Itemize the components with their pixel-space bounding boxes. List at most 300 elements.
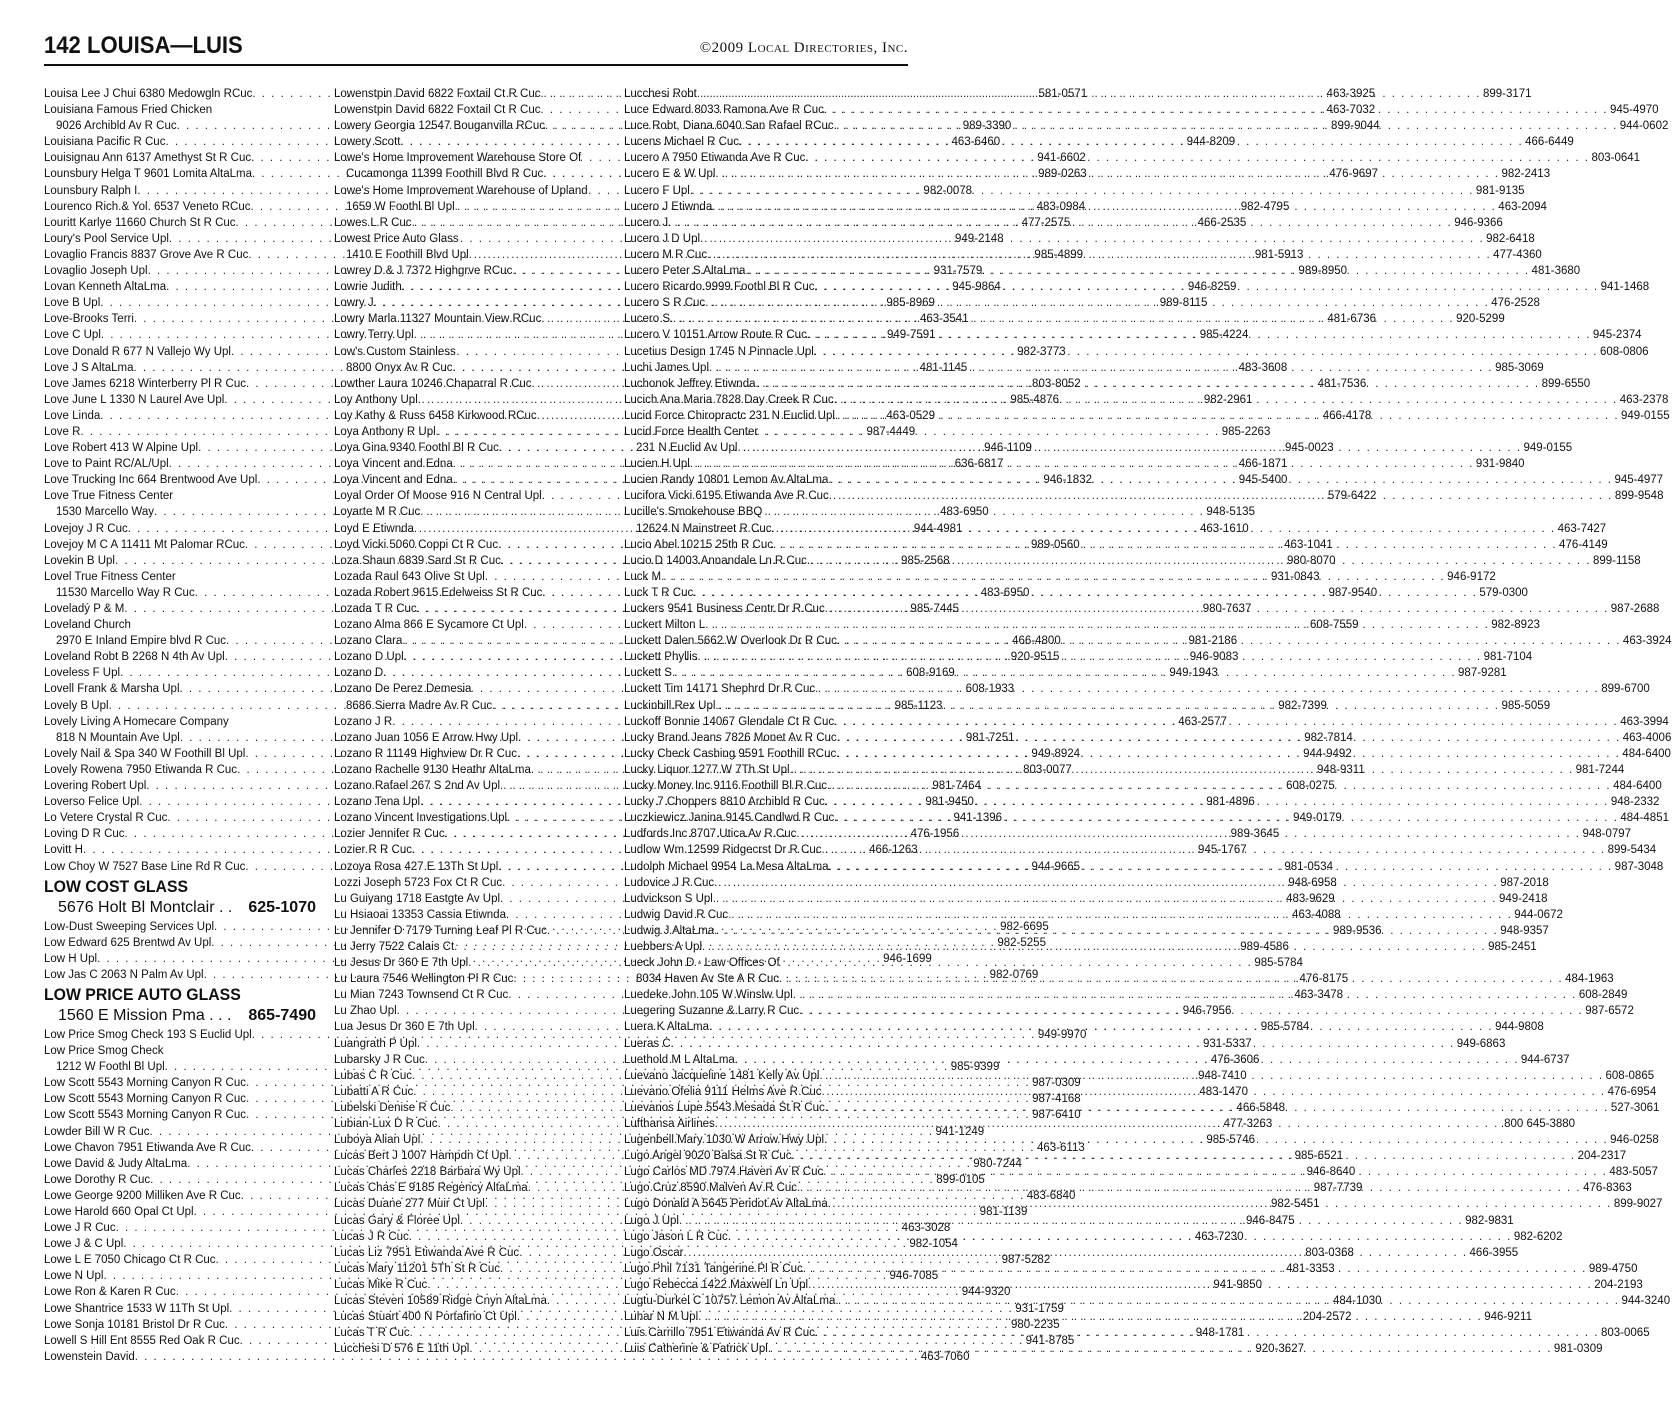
listing-phone: 920-3627	[1255, 1343, 1304, 1356]
listing-name: Loveland Church	[44, 619, 131, 632]
listing-phone: 987-2688	[1610, 603, 1660, 615]
leader-dots	[834, 714, 1618, 730]
listing-phone: 476-4149	[1559, 538, 1608, 551]
listing-name: Lucero J	[624, 216, 669, 229]
listing-phone: 476-6954	[1607, 1085, 1657, 1098]
listing-phone: 989-8950	[1298, 265, 1348, 278]
listing-name: Lovekin B Upl	[44, 554, 115, 567]
listing-phone: 946-0258	[1610, 1134, 1659, 1147]
listing-phone: 484-1963	[1565, 973, 1614, 986]
listing-entry	[44, 617, 316, 633]
listing-phone: 946-8259	[1187, 281, 1237, 294]
listing-name: Lovely Living A Homecare Company	[44, 715, 229, 728]
leader-dots	[668, 215, 1452, 231]
listing-name: Lugo Carlos MD 7974 Haven Av R Cuc	[624, 1166, 824, 1179]
listing-phone: 987-6410	[1032, 1109, 1081, 1122]
listing-name: Low Scott 5543 Morning Canyon R Cuc	[44, 1077, 246, 1090]
listing-name: Lowe's Home Improvement Warehouse of Upland	[334, 184, 588, 197]
listing-phone: 948-7410	[1198, 1069, 1247, 1082]
listing-phone: 466-6449	[1525, 136, 1574, 149]
listing-phone: 483-3608	[1238, 361, 1288, 374]
leader-dots	[824, 102, 1608, 118]
page-title: 142 LOUISA—LUIS	[44, 32, 243, 59]
listing-name: 1659 W Foothl Bl Upl	[346, 200, 455, 213]
listing-phone: 944-9808	[1495, 1021, 1544, 1034]
listing-name: Lugo J Upl	[624, 1214, 679, 1227]
listing-name: 12624 N Mainstreet R Cuc	[636, 522, 772, 535]
leader-dots	[698, 649, 1482, 665]
listing-phone: 899-6550	[1541, 377, 1591, 390]
leader-dots	[834, 392, 1618, 408]
listing-phone: 483-6950	[940, 506, 989, 519]
listing-name: Lucero Ricardo 9999 Foothl Bl R Cuc	[624, 281, 815, 294]
leader-dots	[829, 859, 1613, 875]
listing-phone: 466-1263	[869, 844, 918, 857]
listing-phone: 987-0309	[1032, 1077, 1081, 1090]
listing-name: Lozier Jennifer R Cuc	[334, 828, 445, 841]
listing-name: Lovel True Fitness Center	[44, 570, 176, 583]
listing-phone: 985-5059	[1501, 699, 1551, 712]
listing-name: Lu Laura 7546 Wellington Pl R Cuc	[334, 973, 514, 986]
listing-name: Loverso Felice Upl	[44, 796, 140, 809]
listing-phone: 899-0105	[936, 1173, 985, 1186]
listing-name: Lozano Rachelle 9130 Heathr AltaLma	[334, 763, 531, 776]
listing-phone: 945-5400	[1238, 474, 1288, 487]
listing-name: Lowe J R Cuc	[44, 1222, 116, 1235]
leader-dots	[796, 826, 1580, 842]
listing-entry	[334, 183, 606, 199]
leader-dots	[828, 472, 1612, 488]
listing-phone: 985-4224	[1199, 329, 1249, 342]
listing-phone: 985-7445	[910, 603, 960, 615]
listing-entry	[334, 681, 606, 697]
listing-name: Lozada Raul 643 Olive St Upl	[334, 570, 485, 583]
listing-phone: 941-1468	[1600, 281, 1650, 294]
listing-name: Luebbers A Upl	[624, 940, 703, 953]
listing-name: Lowder Bill W R Cuc	[44, 1125, 150, 1138]
listing-name: Love C Upl	[44, 329, 101, 342]
listing-phone: 987-9540	[1328, 586, 1378, 599]
listing-name: 11530 Marcello Way R Cuc	[56, 586, 195, 599]
listing-phone: 981-7104	[1483, 651, 1533, 664]
listing-phone: 981-7464	[932, 780, 981, 793]
listing-name: Lu Mian 7243 Townsend Ct R Cuc	[334, 989, 509, 1002]
listing-name: Lozzi Joseph 5723 Fox Ct R Cuc	[334, 876, 503, 889]
listing-name: Lucero A 7950 Etiwanda Ave R Cuc	[624, 152, 806, 165]
listing-phone: 949-0179	[1293, 812, 1342, 825]
leader-dots	[793, 987, 1577, 1003]
listing-name: Lowry Terry Upl	[334, 329, 414, 342]
listing-phone: 981-5913	[1254, 248, 1304, 261]
listing-name: Lugo Oscar	[624, 1246, 684, 1259]
leader-dots	[693, 585, 1477, 601]
listing-name: Lozano Rafael 267 S 2nd Av Upl	[334, 780, 501, 793]
leader-dots	[807, 327, 1591, 343]
listing-name: Lu Jesus Dr 360 E 7th Upl	[334, 957, 469, 970]
listing-phone: 948-5135	[1206, 506, 1255, 519]
listing-name: Ludwig David R Cuc	[624, 908, 729, 921]
listing-name: Luegering Suzanne & Larry R Cuc	[624, 1005, 800, 1018]
listing-name: Lucio Abel 10215 25th R Cuc	[624, 538, 773, 551]
listing-phone: 949-9970	[1037, 1028, 1087, 1041]
listing-entry	[624, 424, 898, 440]
listing-name: Lucas Gary & Floree Upl	[334, 1214, 460, 1227]
listing-entry	[334, 344, 606, 360]
listing-phone: 483-5057	[1609, 1166, 1658, 1179]
leader-dots	[829, 488, 1613, 504]
listing-name: Luce Robt, Diana 6040 San Rafael RCuc	[624, 120, 834, 133]
leader-dots	[768, 1341, 1552, 1357]
section-heading: LOW PRICE AUTO GLASS	[44, 984, 241, 1004]
listing-phone: 948-9357	[1500, 924, 1549, 937]
listing-name: Lugo Phil 7131 Tangerine Pl R Cuc	[624, 1262, 803, 1275]
listing-entry	[334, 231, 606, 247]
listing-name: Low H Upl	[44, 952, 98, 965]
leader-dots	[707, 247, 1491, 263]
leader-dots	[828, 1196, 1612, 1212]
listing-name: Luhar N M Upl	[624, 1311, 699, 1324]
listing-phone: 982-6695	[1000, 920, 1049, 933]
listing-name: Love-Brooks Terri	[44, 313, 134, 326]
listing-name: Lucky 7 Choppers 8810 Archibld R Cuc	[624, 796, 825, 809]
leader-dots	[823, 1164, 1607, 1180]
leader-dots	[803, 1261, 1587, 1277]
listing-phone: 981-7244	[1575, 763, 1625, 776]
listing-phone: 981-7251	[965, 731, 1015, 744]
listing-phone: 463-4088	[1292, 908, 1341, 921]
listing-name: Lowery Scott	[334, 136, 401, 149]
listing-phone: 980-7637	[1202, 603, 1252, 615]
listing-name: Lugo Cruz 8590 Malven Av R Cuc	[624, 1182, 798, 1195]
listing-name: Lucero V 10151 Arrow Route R Cuc	[624, 329, 807, 342]
leader-dots	[714, 923, 1498, 939]
listing-phone: 481-7536	[1317, 377, 1367, 390]
listing-phone: 949-2148	[955, 232, 1004, 245]
listing-phone: 920-5299	[1456, 313, 1505, 326]
listing-phone: 989-3390	[962, 120, 1012, 133]
listing-name: Low Edward 625 Brentwd Av Upl	[44, 936, 212, 949]
listing-name: Lucien H Upl	[624, 458, 690, 471]
listing-name: Lucas T R Cuc	[334, 1327, 410, 1340]
leader-dots	[715, 698, 1499, 714]
leader-dots	[835, 1293, 1619, 1309]
listing-name: Lucas Stuart 400 N Portafino Ct Upl	[334, 1311, 517, 1324]
listing-name: Ludovice J R Cuc	[624, 876, 715, 889]
listing-name: Lucas Mike R Cuc	[334, 1278, 428, 1291]
listing-phone: 466-5848	[1236, 1101, 1286, 1114]
listing-name: Lucky Check Cashing 9591 Foothill RCuc	[624, 747, 837, 760]
listing-phone: 477-4360	[1493, 248, 1542, 261]
listing-phone: 946-9172	[1447, 570, 1496, 583]
listing-name: Lowrie Judith	[334, 281, 402, 294]
listing-name: Luedeke John 105 W Winslw Upl	[624, 989, 793, 1002]
listing-phone: 803-0368	[1305, 1246, 1354, 1259]
listing-name: Luckett Phyllis	[624, 651, 698, 664]
listing-name: Lucero S	[624, 313, 671, 326]
listing-name: Lowes L R Cuc	[334, 216, 412, 229]
listing-name: Low Scott 5543 Morning Canyon R Cuc	[44, 1093, 246, 1106]
listing-phone: 476-1956	[910, 828, 960, 841]
listing-name: Luchi James Upl	[624, 361, 710, 374]
leader-dots	[822, 1084, 1606, 1100]
leader-dots	[709, 360, 1493, 376]
listing-phone: 982-2961	[1203, 393, 1253, 406]
listing-name: Luevano Jacqueline 1481 Kelly Av Upl	[624, 1069, 820, 1082]
listing-name: Luckers 9541 Business Centr Dr R Cuc	[624, 603, 825, 615]
listing-entry	[334, 150, 606, 166]
listing-name: Luis Catherine & Patrick Upl	[624, 1343, 768, 1356]
listing-name: Lowery Georgia 12547 Bouganvilla RCuc	[334, 120, 545, 133]
listing-entry	[44, 569, 316, 585]
listing-phone: 985-4876	[1010, 393, 1059, 406]
listing-phone: 581-0571	[1038, 88, 1088, 100]
listing-phone: 484-4851	[1620, 812, 1669, 825]
listing-name: Lu Jerry 7522 Calais Ct	[334, 940, 455, 953]
listing-name: Luce Edward 8033 Ramona Ave R Cuc	[624, 104, 824, 117]
listing-phone: 946-7085	[889, 1270, 939, 1283]
listing-name: Luevano Ofelia 9111 Helms Ave R Cuc	[624, 1085, 822, 1098]
listing-name: Luckett Tim 14171 Shephrd Dr R Cuc	[624, 683, 816, 696]
listing-phone: 920-9515	[1010, 651, 1060, 664]
listing-phone: 945-9864	[952, 281, 1001, 294]
listing-name: Lufthansa Airlines	[624, 1118, 715, 1130]
listing-name: Lowe Sonja 10181 Bristol Dr R Cuc	[44, 1318, 225, 1331]
listing-name: Lowry J	[334, 297, 374, 310]
listing-name: Low-Dust Sweeping Services Upl	[44, 920, 215, 933]
listing-name: Loving D R Cuc	[44, 828, 125, 841]
listing-name: Lozada Robert 9615 Edelweiss St R Cuc	[334, 586, 543, 599]
listing-phone: 981-0534	[1284, 860, 1333, 873]
listing-name: Love June L 1330 N Laurel Ave Upl	[44, 393, 225, 406]
listing-phone: 946-9083	[1189, 651, 1239, 664]
listing-phone: 483-6840	[1026, 1189, 1076, 1202]
listing-name: Loy Anthony Upl	[334, 393, 418, 406]
listing-phone: 945-4970	[1609, 104, 1659, 117]
listing-phone: 931-0843	[1270, 570, 1320, 583]
listing-name: Lubelski Denise R Cuc	[334, 1101, 451, 1114]
listing-name: Lovely Nail & Spa 340 W Foothill Bl Upl	[44, 747, 246, 760]
listing-name: Cucamonga 11399 Foothill Blvd R Cuc	[346, 168, 544, 181]
listing-name: Love Donald R 677 N Vallejo Wy Upl	[44, 345, 231, 358]
listing-name: Lovitt H	[44, 844, 83, 857]
listing-phone: 987-3048	[1614, 860, 1664, 873]
listing-phone: 985-5784	[1254, 957, 1303, 970]
listing-phone: 944-9492	[1303, 747, 1352, 760]
leader-dots	[715, 166, 1499, 182]
listing-name: Lowe Ron & Karen R Cuc	[44, 1286, 176, 1299]
listing-phone: 463-6113	[1037, 1141, 1085, 1154]
listing-phone: 946-1109	[984, 442, 1032, 455]
listing-name: Lovan Kenneth AltaLma	[44, 281, 167, 294]
leader-dots	[737, 440, 1521, 456]
leader-dots	[792, 1148, 1576, 1164]
listing-name: Lugenbell Mary 1030 W Arrow Hwy Upl	[624, 1134, 825, 1147]
listing-name: 1530 Marcello Way	[56, 506, 155, 519]
listing-phone: 579-0300	[1479, 586, 1528, 599]
listing-name: Lozano Vincent Investigations Upl	[334, 812, 508, 825]
leader-dots	[837, 633, 1621, 649]
listing-phone: 899-9027	[1613, 1198, 1663, 1211]
listing-name: Love to Paint RC/AL/Upl	[44, 458, 169, 471]
listing-name: Lueras C	[624, 1037, 671, 1050]
listing-name: Lucero J Etiwnda	[624, 200, 713, 213]
listing-name: Lovejoy M C A 11411 Mt Palomar RCuc	[44, 538, 245, 551]
listing-name: Lowe George 9200 Milliken Ave R Cuc	[44, 1189, 241, 1202]
listing-name: Lowenstpin David 6822 Foxtail Ct R Cuc	[334, 88, 541, 100]
listing-name: Lowrey D & J 7372 Highgrve RCuc	[334, 265, 513, 278]
listing-name: Louisiana Pacific R Cuc	[44, 136, 166, 149]
listing-phone: 985-2263	[1221, 425, 1271, 438]
listing-phone: 931-9840	[1475, 458, 1525, 471]
listing-phone: 466-4800	[1012, 635, 1061, 648]
listing-name: Lowe L E 7050 Chicago Ct R Cuc	[44, 1254, 216, 1267]
leader-dots	[672, 665, 1456, 681]
listing-name: Luckett Dalen 5662 W Overlook Dr R Cuc	[624, 635, 837, 648]
listing-name: 818 N Mountain Ave Upl	[56, 731, 180, 744]
listing-name: Luboya Alian Upl	[334, 1134, 421, 1147]
listing-name: Love R	[44, 425, 81, 438]
listing-phone: 484-6400	[1613, 780, 1662, 793]
listing-phone: 985-5784	[1260, 1021, 1310, 1034]
listing-name: Lowther Laura 10246 Chaparral R Cuc	[334, 377, 532, 390]
listing-phone: 463-6460	[951, 136, 1001, 149]
listing-phone: 463-2378	[1619, 393, 1669, 406]
listing-phone: 982-6418	[1486, 232, 1535, 245]
leader-dots	[825, 1100, 1609, 1116]
leader-dots	[712, 199, 1496, 215]
listing-phone: 945-4977	[1614, 474, 1664, 487]
listing-name: Love B Upl	[44, 297, 101, 310]
listing-name: Lo Vetere Crystal R Cuc	[44, 812, 168, 825]
listing-phone: 987-2018	[1500, 876, 1549, 889]
listing-phone: 608-1933	[965, 683, 1015, 696]
leader-dots	[772, 521, 1556, 537]
listing-phone: 477-3263	[1223, 1118, 1273, 1130]
listing-name: Lounsbury Helga T 9601 Lomita AltaLma	[44, 168, 252, 181]
listing-phone: 463-3925	[1326, 88, 1376, 100]
listing-phone: 941-6602	[1037, 152, 1086, 165]
listing-phone: 982-7814	[1304, 731, 1353, 744]
listing-phone: 982-2413	[1501, 168, 1551, 181]
listing-name: Lua Jesus Dr 360 E 7th Upl	[334, 1021, 475, 1034]
listing-phone: 483-6950	[980, 586, 1030, 599]
section-heading: LOW COST GLASS	[44, 876, 189, 896]
listing-phone: 944-6737	[1520, 1053, 1570, 1066]
listing-name: Lucchesi Robt	[624, 88, 697, 100]
leader-dots	[815, 279, 1599, 295]
listing-name: Lozano Tena Upl	[334, 796, 421, 809]
listing-phone: 204-2317	[1577, 1150, 1627, 1163]
listing-phone: 982-6202	[1513, 1230, 1563, 1243]
listing-name: Loveless F Upl	[44, 667, 121, 680]
listing-phone: 931-1759	[1015, 1302, 1064, 1315]
listing-name: Low's Custom Stainless	[334, 345, 456, 358]
listing-phone: 944-0602	[1619, 120, 1669, 133]
listing-name: Love James 6218 Winterberry Pl R Cuc	[44, 377, 246, 390]
listing-phone: 948-9311	[1317, 763, 1365, 776]
listing-name: Lozano D	[334, 667, 384, 680]
listing-name: Lounsbury Ralph I	[44, 184, 138, 197]
listing-phone: 981-1139	[979, 1206, 1028, 1218]
listing-name: Lozier R R Cuc	[334, 844, 412, 857]
listing-name: Loury's Pool Service Upl	[44, 232, 169, 245]
listing-phone: 944-3240	[1621, 1295, 1671, 1308]
listing-entry	[624, 955, 898, 971]
listing-phone: 982-0769	[989, 968, 1039, 981]
ad-phone: 865-7490	[248, 1006, 316, 1024]
listing-name: Lubatti A R Cuc	[334, 1085, 414, 1098]
leader-dots	[709, 1019, 1493, 1035]
listing-name: Luis Carrillo 7951 Etiwanda Av R Cuc	[624, 1327, 815, 1340]
listing-name: 1410 E Foothill Blvd Upl	[346, 248, 469, 261]
listing-entry	[44, 102, 316, 118]
listing-phone: 985-6521	[1294, 1150, 1344, 1163]
listing-phone: 931-7579	[933, 265, 983, 278]
listing-phone: 463-3994	[1620, 715, 1669, 728]
listing-name: Lovell Frank & Marsha Upl	[44, 683, 180, 696]
listing-name: Lozano J R	[334, 715, 393, 728]
listing-name: Luera K AltaLma	[624, 1021, 710, 1034]
listing-name: Luck M	[624, 570, 662, 583]
listing-phone: 945-2374	[1592, 329, 1642, 342]
listing-name: Lucky Liquor 1277 W 7Th St Upl	[624, 763, 790, 776]
listing-phone: 463-7032	[1326, 104, 1376, 117]
listing-phone: 463-3478	[1294, 989, 1343, 1002]
listing-phone: 944-8209	[1186, 136, 1236, 149]
listing-phone: 945-0023	[1285, 442, 1334, 455]
listing-phone: 608-7559	[1309, 619, 1359, 632]
listing-phone: 608-0275	[1286, 780, 1335, 793]
leader-dots	[745, 263, 1529, 279]
listing-phone: 982-8923	[1491, 619, 1540, 632]
leader-dots	[670, 311, 1454, 327]
listing-phone: 899-1158	[1592, 554, 1641, 567]
leader-dots	[671, 1036, 1455, 1052]
listing-phone: 981-9135	[1475, 184, 1525, 197]
listing-phone: 803-0077	[1023, 763, 1072, 776]
listing-name: Loya Vincent and Edna	[334, 474, 453, 487]
listing-name: Lowe Harold 660 Opal Ct Upl	[44, 1206, 194, 1218]
ad-phone: 625-1070	[248, 898, 316, 916]
leader-dots	[834, 118, 1618, 134]
listing-phone: 982-4795	[1240, 200, 1290, 213]
listing-phone: 944-4981	[913, 522, 963, 535]
listing-phone: 985-1123	[894, 699, 943, 712]
listing-phone: 636-6817	[954, 458, 1004, 471]
listing-phone: 980-2235	[1010, 1318, 1060, 1331]
listing-name: Lourenco Rich.& Yol. 6537 Veneto RCuc	[44, 200, 251, 213]
leader-dots	[755, 376, 1539, 392]
listing-phone: 941-1249	[935, 1125, 985, 1138]
listing-phone: 484-1030	[1332, 1295, 1382, 1308]
leader-dots	[797, 1180, 1581, 1196]
listing-name: Loyal Order Of Moose 916 N Central Upl	[334, 490, 542, 503]
leader-dots	[837, 730, 1621, 746]
listing-entry	[44, 488, 316, 504]
listing-phone: 608-0806	[1599, 345, 1649, 358]
listing-name: Loyarte M R Cuc	[334, 506, 421, 519]
listing-phone: 463-2094	[1498, 200, 1547, 213]
listing-name: Loya Anthony R Upl	[334, 425, 436, 438]
listing-name: Luangrath P Upl	[334, 1037, 417, 1050]
leader-dots	[728, 907, 1512, 923]
listing-name: Loy Kathy & Russ 6458 Kirkwood RCuc	[334, 409, 537, 422]
listing-name: Lowe's Home Improvement Warehouse Store Of	[334, 152, 582, 165]
listing-name: Lucas J R Cuc	[334, 1230, 409, 1243]
listing-phone: 899-3171	[1482, 88, 1532, 100]
listing-name: Lucky Money Inc 9116 Foothill Bl R Cuc	[624, 780, 828, 793]
listing-name: 2970 E Inland Empire blvd R Cuc	[56, 635, 227, 648]
